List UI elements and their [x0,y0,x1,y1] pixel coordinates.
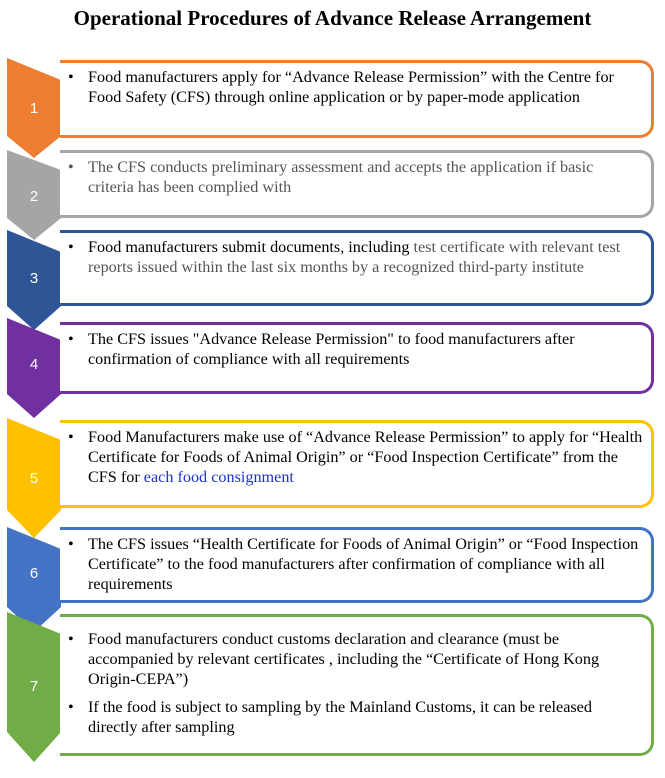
diagram-title: Operational Procedures of Advance Release Arrangement [73,6,592,30]
step-box [60,230,654,306]
step-7 [0,612,665,762]
step-1 [0,58,665,158]
step-bullet: • Food manufacturers conduct customs declaration and clearance (must be accompanied by relevant certificates , including the “Certificate of Hong Kong Origin-CEPA”) [88,629,643,689]
step-2 [0,150,665,240]
step-box [60,614,654,756]
step-4 [0,318,665,418]
step-box [60,60,654,138]
step-box [60,322,654,394]
step-bullet: • The CFS issues "Advance Release Permission" to food manufacturers after confirmation of compliance with all requirements [88,329,643,369]
step-number: 6 [29,565,39,582]
step-bullet: • The CFS issues “Health Certificate for Foods of Animal Origin” or “Food Inspection Certificate” to the food manufacturers after confirmation of compliance with all requirements [88,534,643,594]
step-bullet [88,427,643,487]
bullet-text: Food manufacturers submit documents, including [88,238,414,256]
step-3 [0,230,665,330]
step-number: 5 [29,470,39,487]
step-number: 2 [29,188,39,205]
step-bullet: • The CFS conducts preliminary assessment and accepts the application if basic criteria has been complied with [88,157,643,197]
step-box [60,527,654,603]
step-number: 1 [29,100,39,117]
step-bullet [88,237,643,277]
step-number: 3 [29,270,39,287]
step-number: 7 [29,678,39,695]
step-bullet: • Food manufacturers apply for “Advance Release Permission” with the Centre for Food Safety (CFS) through online application or by paper-mode application [88,67,643,107]
step-box [60,420,654,508]
bullet-text: Food Manufacturers make use of “Advance Release Permission” to apply for “Health Certificate for Foods of Animal Origin” or “Food Inspection Certificate” from the CFS for [88,428,643,486]
step-5 [0,418,665,538]
bullet-text-gray: test certificate with relevant test reports issued within the last six months by a recognized third-party institute [88,238,621,276]
step-bullet: • If the food is subject to sampling by the Mainland Customs, it can be released directly after sampling [88,697,643,737]
step-number: 4 [29,356,39,373]
bullet-text-blue: each food consignment [143,468,294,486]
step-box [60,150,654,218]
